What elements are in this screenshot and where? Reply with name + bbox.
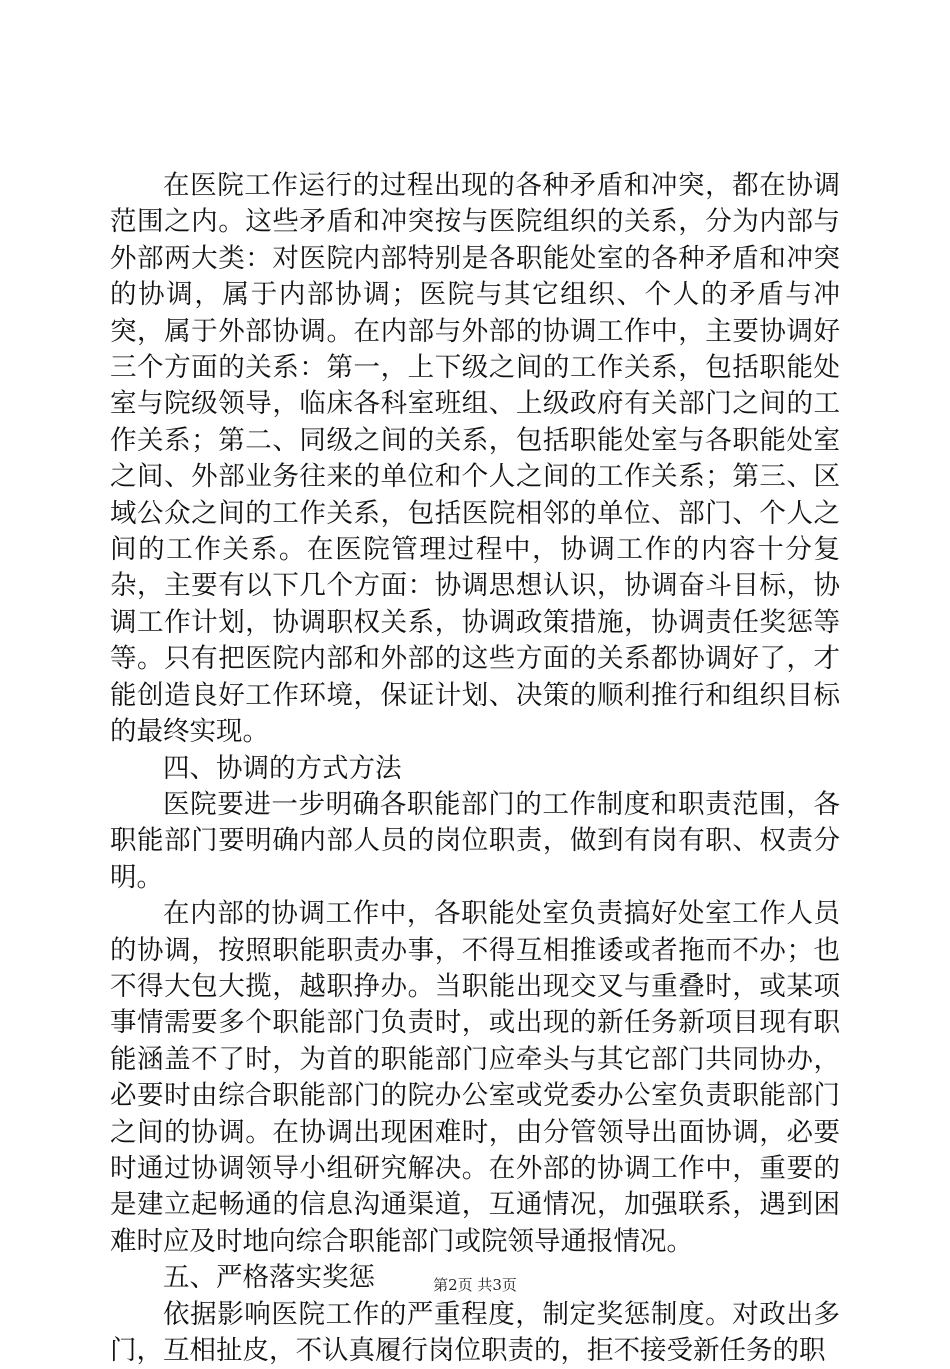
paragraph-reward-system: 依据影响医院工作的严重程度，制定奖惩制度。对政出多门，互相扯皮，不认真履行岗位职责的，拒不接受新任务的职: [110, 1298, 840, 1366]
page-footer: 第2页 共3页: [433, 1276, 517, 1294]
section-heading-rewards: 五、严格落实奖惩: [163, 1262, 375, 1294]
body-text: [110, 168, 840, 1369]
paragraph-coordination-scope: 在医院工作运行的过程出现的各种矛盾和冲突，都在协调范围之内。这些矛盾和冲突按与医院组织的关系，分为内部与外部两大类：对医院内部特别是各职能处室的各种矛盾和冲突的协调，属于内部协调；医院与其它组织、个人的矛盾与冲突，属于外部协调。在内部与外部的协调工作中，主要协调好三个方面的关系：第一，上下级之间的工作关系，包括职能处室与院级领导，临床各科室班组、上级政府有关部门之间的工作关系；第二、同级之间的关系，包括职能处室与各职能处室之间、外部业务往来的单位和个人之间的工作关系；第三、区域公众之间的工作关系，包括医院相邻的单位、部门、个人之间的工作关系。在医院管理过程中，协调工作的内容十分复杂，主要有以下几个方面：协调思想认识，协调奋斗目标，协调工作计划，协调职权关系，协调政策措施，协调责任奖惩等等。只有把医院内部和外部的这些方面的关系都协调好了，才能创造良好工作环境，保证计划、决策的顺利推行和组织目标的最终实现。: [110, 170, 840, 748]
paragraph-clarify-duties: 医院要进一步明确各职能部门的工作制度和职责范围，各职能部门要明确内部人员的岗位职责，做到有岗有职、权责分明。: [110, 788, 840, 893]
paragraph-internal-coordination: 在内部的协调工作中，各职能处室负责搞好处室工作人员的协调，按照职能职责办事，不得互相推诿或者拖而不办；也不得大包大揽，越职挣办。当职能出现交叉与重叠时，或某项事情需要多个职能部门负责时，或出现的新任务新项目现有职能涵盖不了时，为首的职能部门应牵头与其它部门共同协办，必要时由综合职能部门的院办公室或党委办公室负责职能部门之间的协调。在协调出现困难时，由分管领导出面协调，必要时通过协调领导小组研究解决。在外部的协调工作中，重要的是建立起畅通的信息沟通渠道，互通情况，加强联系，遇到困难时应及时地向综合职能部门或院领导通报情况。: [110, 898, 840, 1257]
section-heading-methods: 四、协调的方式方法: [163, 752, 402, 784]
